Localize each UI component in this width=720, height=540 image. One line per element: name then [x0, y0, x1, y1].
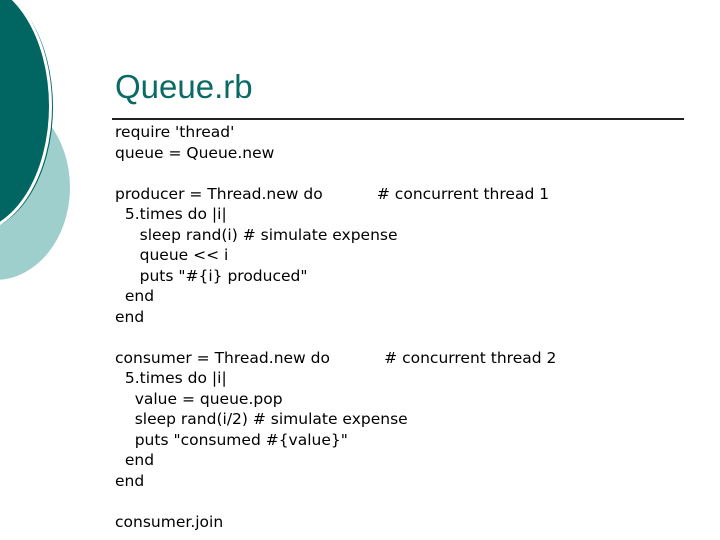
code-block: [115, 122, 556, 532]
code-line: end: [115, 471, 145, 490]
code-line: [115, 163, 556, 184]
code-line: consumer = Thread.new do # concurrent thread 2: [115, 348, 557, 367]
code-line: queue << i: [115, 246, 229, 264]
code-line: sleep rand(i/2) # simulate expense: [115, 410, 408, 428]
code-line: sleep rand(i) # simulate expense: [115, 225, 398, 244]
code-line: queue = Queue.new: [115, 143, 275, 162]
slide-title: Queue.rb: [115, 68, 253, 105]
title-divider: [112, 118, 684, 120]
code-line: [115, 491, 556, 512]
code-line: end: [115, 287, 155, 305]
code-line: producer = Thread.new do # concurrent thread 1: [115, 184, 550, 203]
code-line: end: [115, 451, 155, 469]
code-line: puts "#{i} produced": [115, 266, 308, 285]
code-line: require 'thread': [115, 123, 235, 141]
code-line: value = queue.pop: [115, 389, 283, 408]
code-line: [115, 327, 556, 348]
code-line: puts "consumed #{value}": [115, 430, 348, 449]
code-line: consumer.join: [115, 512, 224, 531]
code-line: end: [115, 307, 145, 326]
code-line: 5.times do |i|: [115, 205, 227, 223]
code-line: 5.times do |i|: [115, 369, 227, 387]
